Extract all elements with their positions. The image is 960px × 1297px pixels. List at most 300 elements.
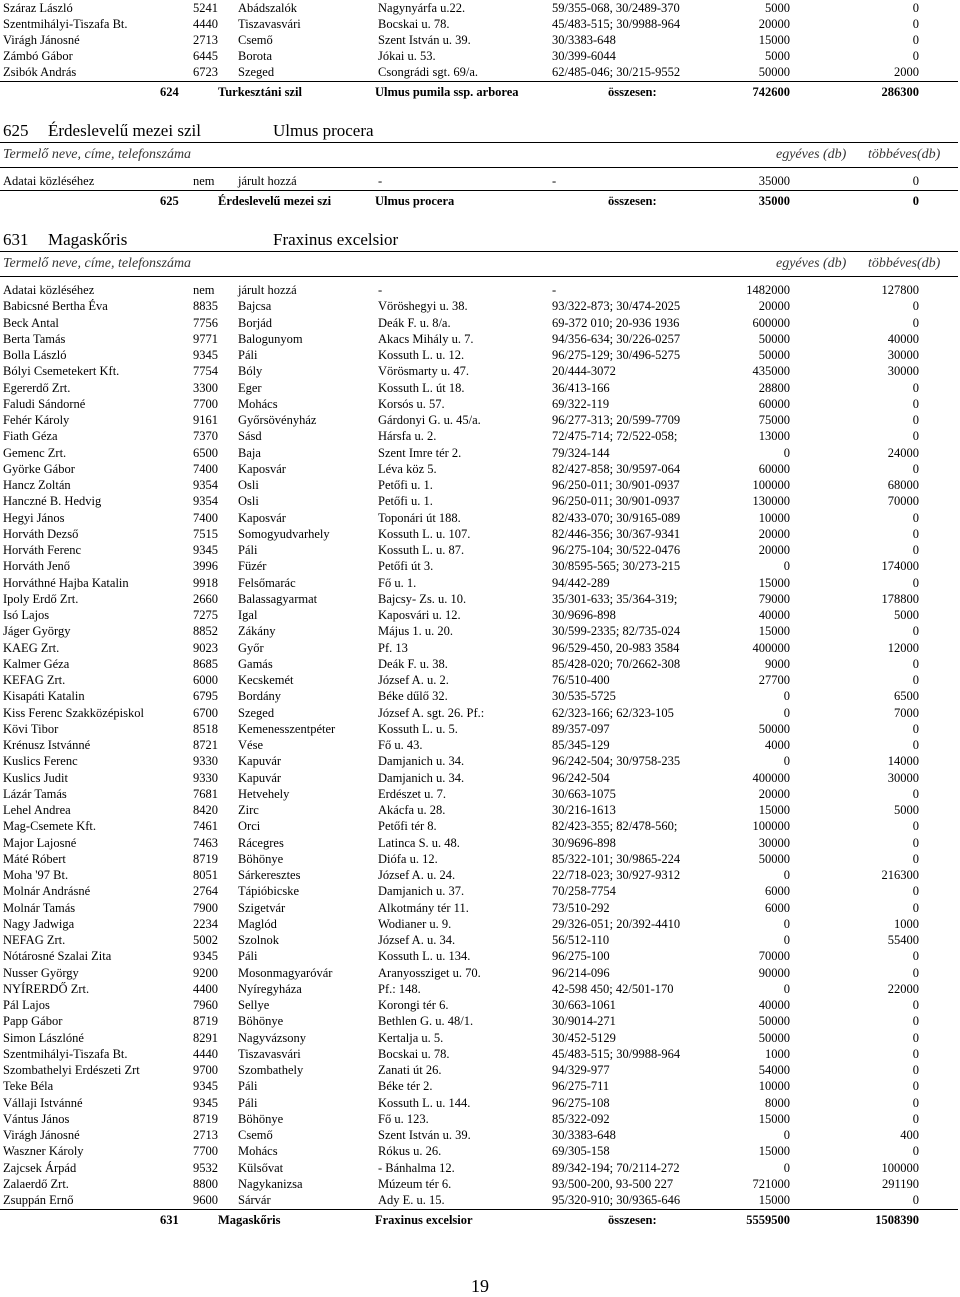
divider [0, 276, 958, 277]
zip-code: 7700 [193, 396, 218, 411]
phone: 93/322-873; 30/474-2025 [552, 299, 681, 314]
phone: 30/8595-565; 30/273-215 [552, 559, 681, 574]
phone: 94/329-977 [552, 1063, 610, 1077]
address: Petőfi tér 8. [378, 819, 437, 834]
multi-year-count: 6500 [894, 689, 919, 704]
table-row [0, 1013, 960, 1029]
one-year-count: 79000 [758, 591, 790, 606]
phone: 96/275-104; 30/522-0476 [552, 543, 681, 557]
city: Mohács [238, 1144, 278, 1159]
table-row [0, 818, 960, 834]
one-year-count: 0 [783, 559, 790, 574]
multi-year-count: 216300 [881, 868, 919, 882]
address: Szent Imre tér 2. [378, 445, 462, 460]
multi-year-count: 0 [912, 835, 919, 850]
city: Sárkeresztes [238, 868, 301, 882]
phone: 73/510-292 [552, 900, 610, 915]
one-year-count: 1482000 [746, 283, 790, 297]
city: Szeged [238, 65, 275, 79]
phone: 30/9696-898 [552, 608, 616, 622]
producer-name: NYÍRERDŐ Zrt. [3, 981, 90, 996]
multi-year-count: 291190 [881, 1176, 919, 1191]
phone: 36/413-166 [552, 380, 610, 395]
section-title [3, 121, 953, 141]
table-row [0, 1095, 960, 1111]
address: Bocskai u. 78. [378, 1046, 450, 1061]
zip-code: 9345 [193, 348, 218, 362]
zip-code: 8800 [193, 1176, 218, 1191]
table-row [0, 1078, 960, 1094]
phone: 30/399-6044 [552, 49, 616, 63]
phone: 89/357-097 [552, 721, 610, 736]
zip-code: 7756 [193, 315, 218, 330]
table-row [0, 1062, 960, 1078]
address: Jókai u. 53. [378, 49, 436, 63]
producer-column-header: Termelő neve, címe, telefonszáma [3, 147, 192, 162]
one-year-count: 15000 [758, 1144, 790, 1159]
zip-code: 9345 [193, 1095, 218, 1110]
phone: 35/301-633; 35/364-319; [552, 591, 678, 606]
city: Győr [238, 640, 264, 655]
multi-year-total: 286300 [881, 85, 919, 99]
zip-code: 5002 [193, 933, 218, 947]
one-year-count: 50000 [758, 1030, 790, 1045]
phone: 85/428-020; 70/2662-308 [552, 656, 681, 671]
table-row [0, 412, 960, 428]
city: Maglód [238, 916, 277, 931]
multi-year-count: 0 [912, 174, 919, 188]
address: Nagynyárfa u.22. [378, 1, 466, 15]
table-row [0, 477, 960, 493]
city: Osli [238, 478, 259, 492]
address: Pf.: 148. [378, 981, 421, 996]
zip-code: 9354 [193, 494, 218, 509]
producer-name: Hancz Zoltán [3, 478, 71, 492]
zip-code: 8719 [193, 851, 218, 866]
city: Kapuvár [238, 754, 282, 769]
city: Szolnok [238, 933, 279, 947]
one-year-count: 75000 [758, 413, 790, 427]
address: Kossuth L. u. 144. [378, 1095, 471, 1110]
zip-code: 7515 [193, 526, 218, 541]
city: járult hozzá [238, 283, 297, 297]
city: Sellye [238, 998, 270, 1012]
producer-name: Zámbó Gábor [3, 49, 73, 63]
phone: 69/305-158 [552, 1144, 610, 1159]
species-code: 631 [160, 1213, 179, 1227]
table-row [0, 948, 960, 964]
zip-code: 8420 [193, 803, 218, 817]
zip-code: 7700 [193, 1144, 218, 1159]
one-year-count: 50000 [758, 348, 790, 362]
zip-code: 8518 [193, 721, 218, 736]
phone: 30/663-1075 [552, 786, 616, 801]
table-row [0, 64, 960, 80]
table-row [0, 883, 960, 899]
zip-code: 7463 [193, 835, 218, 850]
multi-year-column-header: többéves(db) [868, 256, 941, 271]
zip-code: 8719 [193, 1111, 218, 1126]
phone: 96/529-450, 20-983 3584 [552, 640, 680, 655]
divider [0, 81, 958, 82]
phone: - [552, 174, 557, 188]
multi-year-count: 0 [912, 543, 919, 557]
producer-name: KAEG Zrt. [3, 640, 60, 655]
zip-code: 8721 [193, 738, 218, 752]
address: Deák F. u. 8/a. [378, 315, 451, 330]
producer-name: Bólyi Csemetekert Kft. [3, 364, 120, 379]
one-year-count: 0 [783, 754, 790, 769]
producer-name: Hegyi János [3, 510, 65, 525]
zip-code: 7400 [193, 461, 218, 476]
one-year-count: 40000 [758, 998, 790, 1012]
address: Deák F. u. 38. [378, 656, 448, 671]
table-row [0, 396, 960, 412]
address: Akácfa u. 28. [378, 803, 446, 817]
zip-code: 7754 [193, 364, 218, 379]
address: Kossuth L. út 18. [378, 380, 465, 395]
section-hungarian-name: Érdeslevelű mezei szil [48, 121, 201, 140]
total-label: összesen: [608, 194, 657, 208]
producer-name: Adatai közléséhez [3, 174, 95, 188]
species-latin-name: Ulmus procera [375, 194, 455, 208]
species-total-row [0, 84, 960, 100]
producer-name: Hanczné B. Hedvig [3, 494, 102, 509]
multi-year-count: 0 [912, 1030, 919, 1045]
zip-code: 7461 [193, 819, 218, 834]
address: Petőfi u. 1. [378, 478, 433, 492]
zip-code: 8852 [193, 624, 218, 639]
city: Balogunyom [238, 331, 303, 346]
multi-year-count: 0 [912, 624, 919, 639]
producer-name: Szentmihályi-Tiszafa Bt. [3, 1046, 128, 1061]
one-year-count: 6000 [765, 900, 790, 915]
species-latin-name: Fraxinus excelsior [375, 1213, 473, 1227]
section-latin-name: Fraxinus excelsior [273, 230, 399, 249]
table-row [0, 688, 960, 704]
multi-year-count: 0 [912, 998, 919, 1012]
multi-year-count: 0 [912, 851, 919, 866]
phone: 94/356-634; 30/226-0257 [552, 331, 681, 346]
table-row [0, 1030, 960, 1046]
address: Szent István u. 39. [378, 1128, 471, 1142]
city: Páli [238, 1095, 258, 1110]
city: Győrsövényház [238, 413, 317, 427]
phone: 82/446-356; 30/367-9341 [552, 526, 681, 541]
phone: 62/323-166; 62/323-105 [552, 705, 674, 720]
producer-name: Gemenc Zrt. [3, 445, 67, 460]
producer-name: Horváthné Hajba Katalin [3, 575, 129, 590]
city: Csemő [238, 1128, 273, 1142]
producer-name: Györke Gábor [3, 461, 75, 476]
multi-year-count: 0 [912, 1144, 919, 1159]
multi-year-count: 127800 [881, 283, 919, 297]
multi-year-count: 0 [912, 526, 919, 541]
producer-name: Teke Béla [3, 1079, 54, 1094]
producer-name: Vállaji Istvánné [3, 1095, 83, 1110]
phone: 96/277-313; 20/599-7709 [552, 413, 681, 427]
producer-name: Lázár Tamás [3, 786, 67, 801]
table-row [0, 173, 960, 189]
zip-code: nem [193, 174, 215, 188]
table-row [0, 1111, 960, 1127]
phone: 96/250-011; 30/901-0937 [552, 494, 680, 509]
table-row [0, 315, 960, 331]
multi-year-count: 30000 [887, 770, 919, 785]
zip-code: 5241 [193, 1, 218, 15]
city: Szigetvár [238, 900, 286, 915]
city: Kaposvár [238, 510, 286, 525]
city: Zákány [238, 624, 276, 639]
city: Füzér [238, 559, 267, 574]
zip-code: 2713 [193, 1128, 218, 1142]
address: Kossuth L. u. 107. [378, 526, 471, 541]
address: Léva köz 5. [378, 461, 437, 476]
address: Toponári út 188. [378, 510, 461, 525]
address: Szent István u. 39. [378, 33, 471, 47]
one-year-count: 0 [783, 981, 790, 996]
multi-year-count: 0 [912, 949, 919, 964]
one-year-count: 721000 [752, 1176, 790, 1191]
one-year-count: 30000 [758, 835, 790, 850]
table-row [0, 493, 960, 509]
address: József A. u. 2. [378, 673, 449, 687]
zip-code: 8291 [193, 1030, 218, 1045]
table-row [0, 1127, 960, 1143]
zip-code: 3996 [193, 559, 218, 574]
multi-year-count: 30000 [887, 348, 919, 362]
one-year-count: 10000 [758, 1079, 790, 1094]
city: Szombathely [238, 1063, 304, 1077]
table-row [0, 32, 960, 48]
address: Fő u. 43. [378, 738, 423, 752]
address: Akacs Mihály u. 7. [378, 331, 474, 346]
multi-year-count: 0 [912, 510, 919, 525]
city: Mosonmagyaróvár [238, 965, 333, 980]
species-hungarian-name: Érdeslevelű mezei szi [218, 194, 332, 208]
producer-name: Papp Gábor [3, 1014, 63, 1029]
address: József A. sgt. 26. Pf.: [378, 705, 485, 720]
producer-name: Horváth Ferenc [3, 543, 82, 557]
multi-year-count: 2000 [894, 65, 919, 79]
multi-year-count: 7000 [894, 705, 919, 720]
phone: 56/512-110 [552, 933, 610, 947]
phone: 22/718-023; 30/927-9312 [552, 868, 681, 882]
zip-code: 8051 [193, 868, 218, 882]
divider [0, 190, 958, 191]
one-year-count: 0 [783, 1128, 790, 1142]
producer-name: Nusser György [3, 965, 79, 980]
table-row [0, 298, 960, 314]
multi-year-count: 0 [912, 673, 919, 687]
producer-name: Adatai közléséhez [3, 283, 95, 297]
multi-year-count: 1000 [894, 916, 919, 931]
phone: 70/258-7754 [552, 884, 616, 899]
phone: 96/275-100 [552, 949, 610, 964]
address: Bethlen G. u. 48/1. [378, 1014, 474, 1029]
address: József A. u. 24. [378, 868, 456, 882]
multi-year-count: 178800 [881, 591, 919, 606]
address: Béke dűlő 32. [378, 689, 448, 704]
city: Baja [238, 445, 261, 460]
table-row [0, 542, 960, 558]
table-row [0, 932, 960, 948]
producer-name: Máté Róbert [3, 851, 66, 866]
phone: 30/452-5129 [552, 1030, 616, 1045]
table-row [0, 835, 960, 851]
divider [0, 142, 958, 143]
divider [0, 1209, 958, 1210]
city: Böhönye [238, 1014, 284, 1029]
table-row [0, 607, 960, 623]
one-year-count: 435000 [752, 364, 790, 379]
phone: 94/442-289 [552, 575, 610, 590]
one-year-total: 35000 [758, 194, 790, 208]
city: Sásd [238, 429, 262, 444]
one-year-count: 20000 [758, 526, 790, 541]
city: Kapuvár [238, 770, 282, 785]
one-year-count: 15000 [758, 575, 790, 590]
table-row [0, 48, 960, 64]
table-row [0, 380, 960, 396]
phone: 30/663-1061 [552, 998, 616, 1012]
species-hungarian-name: Turkesztáni szil [218, 85, 302, 99]
producer-column-header: Termelő neve, címe, telefonszáma [3, 256, 192, 271]
zip-code: 9354 [193, 478, 218, 492]
multi-year-count: 55400 [887, 933, 919, 947]
producer-name: Virágh Jánosné [3, 33, 80, 47]
zip-code: 9345 [193, 1079, 218, 1094]
producer-name: Molnár Andrásné [3, 884, 91, 899]
city: Kecskemét [238, 673, 294, 687]
producer-name: KEFAG Zrt. [3, 673, 66, 687]
phone: 96/275-711 [552, 1079, 610, 1094]
phone: 72/475-714; 72/522-058; [552, 429, 678, 444]
address: Kossuth L. u. 12. [378, 348, 465, 362]
multi-year-count: 14000 [887, 754, 919, 769]
zip-code: 9200 [193, 965, 218, 980]
one-year-count: 27700 [758, 673, 790, 687]
one-year-column-header: egyéves (db) [776, 256, 847, 271]
producer-name: Kiss Ferenc Szakközépiskol [3, 705, 144, 720]
table-row [0, 705, 960, 721]
one-year-count: 15000 [758, 1111, 790, 1126]
species-code: 624 [160, 85, 179, 99]
zip-code: 6500 [193, 445, 218, 460]
table-row [0, 802, 960, 818]
multi-year-count: 0 [912, 461, 919, 476]
address: Aranyossziget u. 70. [378, 965, 481, 980]
one-year-total: 742600 [752, 85, 790, 99]
phone: 42-598 450; 42/501-170 [552, 981, 674, 996]
producer-name: Mag-Csemete Kft. [3, 819, 97, 834]
zip-code: nem [193, 283, 215, 297]
table-row [0, 0, 960, 16]
phone: 85/345-129 [552, 738, 610, 752]
phone: 82/423-355; 82/478-560; [552, 819, 678, 834]
table-row [0, 656, 960, 672]
table-row [0, 445, 960, 461]
producer-name: Szombathelyi Erdészeti Zrt [3, 1063, 140, 1077]
address: Vörösmarty u. 47. [378, 364, 469, 379]
table-row [0, 1176, 960, 1192]
table-row [0, 770, 960, 786]
address: Rókus u. 26. [378, 1144, 442, 1159]
one-year-count: 54000 [758, 1063, 790, 1077]
multi-year-count: 0 [912, 299, 919, 314]
multi-year-count: 0 [912, 721, 919, 736]
total-label: összesen: [608, 85, 657, 99]
address: Ady E. u. 15. [378, 1193, 445, 1207]
multi-year-total: 0 [912, 194, 919, 208]
one-year-count: 50000 [758, 331, 790, 346]
address: Zanati út 26. [378, 1063, 442, 1077]
section-hungarian-name: Magaskőris [48, 230, 128, 249]
city: járult hozzá [238, 174, 297, 188]
multi-year-count: 0 [912, 413, 919, 427]
phone: 20/444-3072 [552, 364, 616, 379]
address: Korongi tér 6. [378, 998, 449, 1012]
city: Bóly [238, 364, 263, 379]
section-number: 631 [3, 230, 29, 249]
divider [0, 251, 958, 252]
section-title [3, 230, 953, 250]
one-year-count: 35000 [758, 174, 790, 188]
zip-code: 8719 [193, 1014, 218, 1029]
multi-year-count: 0 [912, 380, 919, 395]
city: Böhönye [238, 851, 284, 866]
one-year-count: 0 [783, 445, 790, 460]
city: Páli [238, 348, 258, 362]
one-year-count: 60000 [758, 396, 790, 411]
zip-code: 9345 [193, 543, 218, 557]
one-year-count: 1000 [765, 1046, 790, 1061]
zip-code: 8835 [193, 299, 218, 314]
producer-name: Kisapáti Katalin [3, 689, 85, 704]
one-year-count: 5000 [765, 1, 790, 15]
one-year-count: 50000 [758, 1014, 790, 1029]
address: Fő u. 1. [378, 575, 417, 590]
address: Gárdonyi G. u. 45/a. [378, 413, 481, 427]
producer-name: Zsuppán Ernő [3, 1193, 74, 1207]
producer-name: Faludi Sándorné [3, 396, 86, 411]
address: Kertalja u. 5. [378, 1030, 444, 1045]
one-year-count: 9000 [765, 656, 790, 671]
one-year-count: 0 [783, 933, 790, 947]
phone: 30/216-1613 [552, 803, 616, 817]
multi-year-count: 0 [912, 1046, 919, 1061]
producer-name: Nagy Jadwiga [3, 916, 75, 931]
column-header-row [0, 254, 960, 274]
multi-year-count: 0 [912, 1095, 919, 1110]
address: Korsós u. 57. [378, 396, 445, 411]
zip-code: 2660 [193, 591, 218, 606]
one-year-count: 400000 [752, 770, 790, 785]
one-year-count: 600000 [752, 315, 790, 330]
city: Tiszavasvári [238, 17, 301, 31]
city: Felsőmarác [238, 575, 296, 590]
address: Bajcsy- Zs. u. 10. [378, 591, 467, 606]
city: Külsővat [238, 1160, 284, 1175]
city: Páli [238, 1079, 258, 1094]
one-year-count: 0 [783, 689, 790, 704]
city: Páli [238, 949, 258, 964]
phone: 69/322-119 [552, 396, 610, 411]
city: Nyíregyháza [238, 981, 302, 996]
city: Kaposvár [238, 461, 286, 476]
phone: 96/275-129; 30/496-5275 [552, 348, 681, 362]
one-year-count: 130000 [752, 494, 790, 509]
